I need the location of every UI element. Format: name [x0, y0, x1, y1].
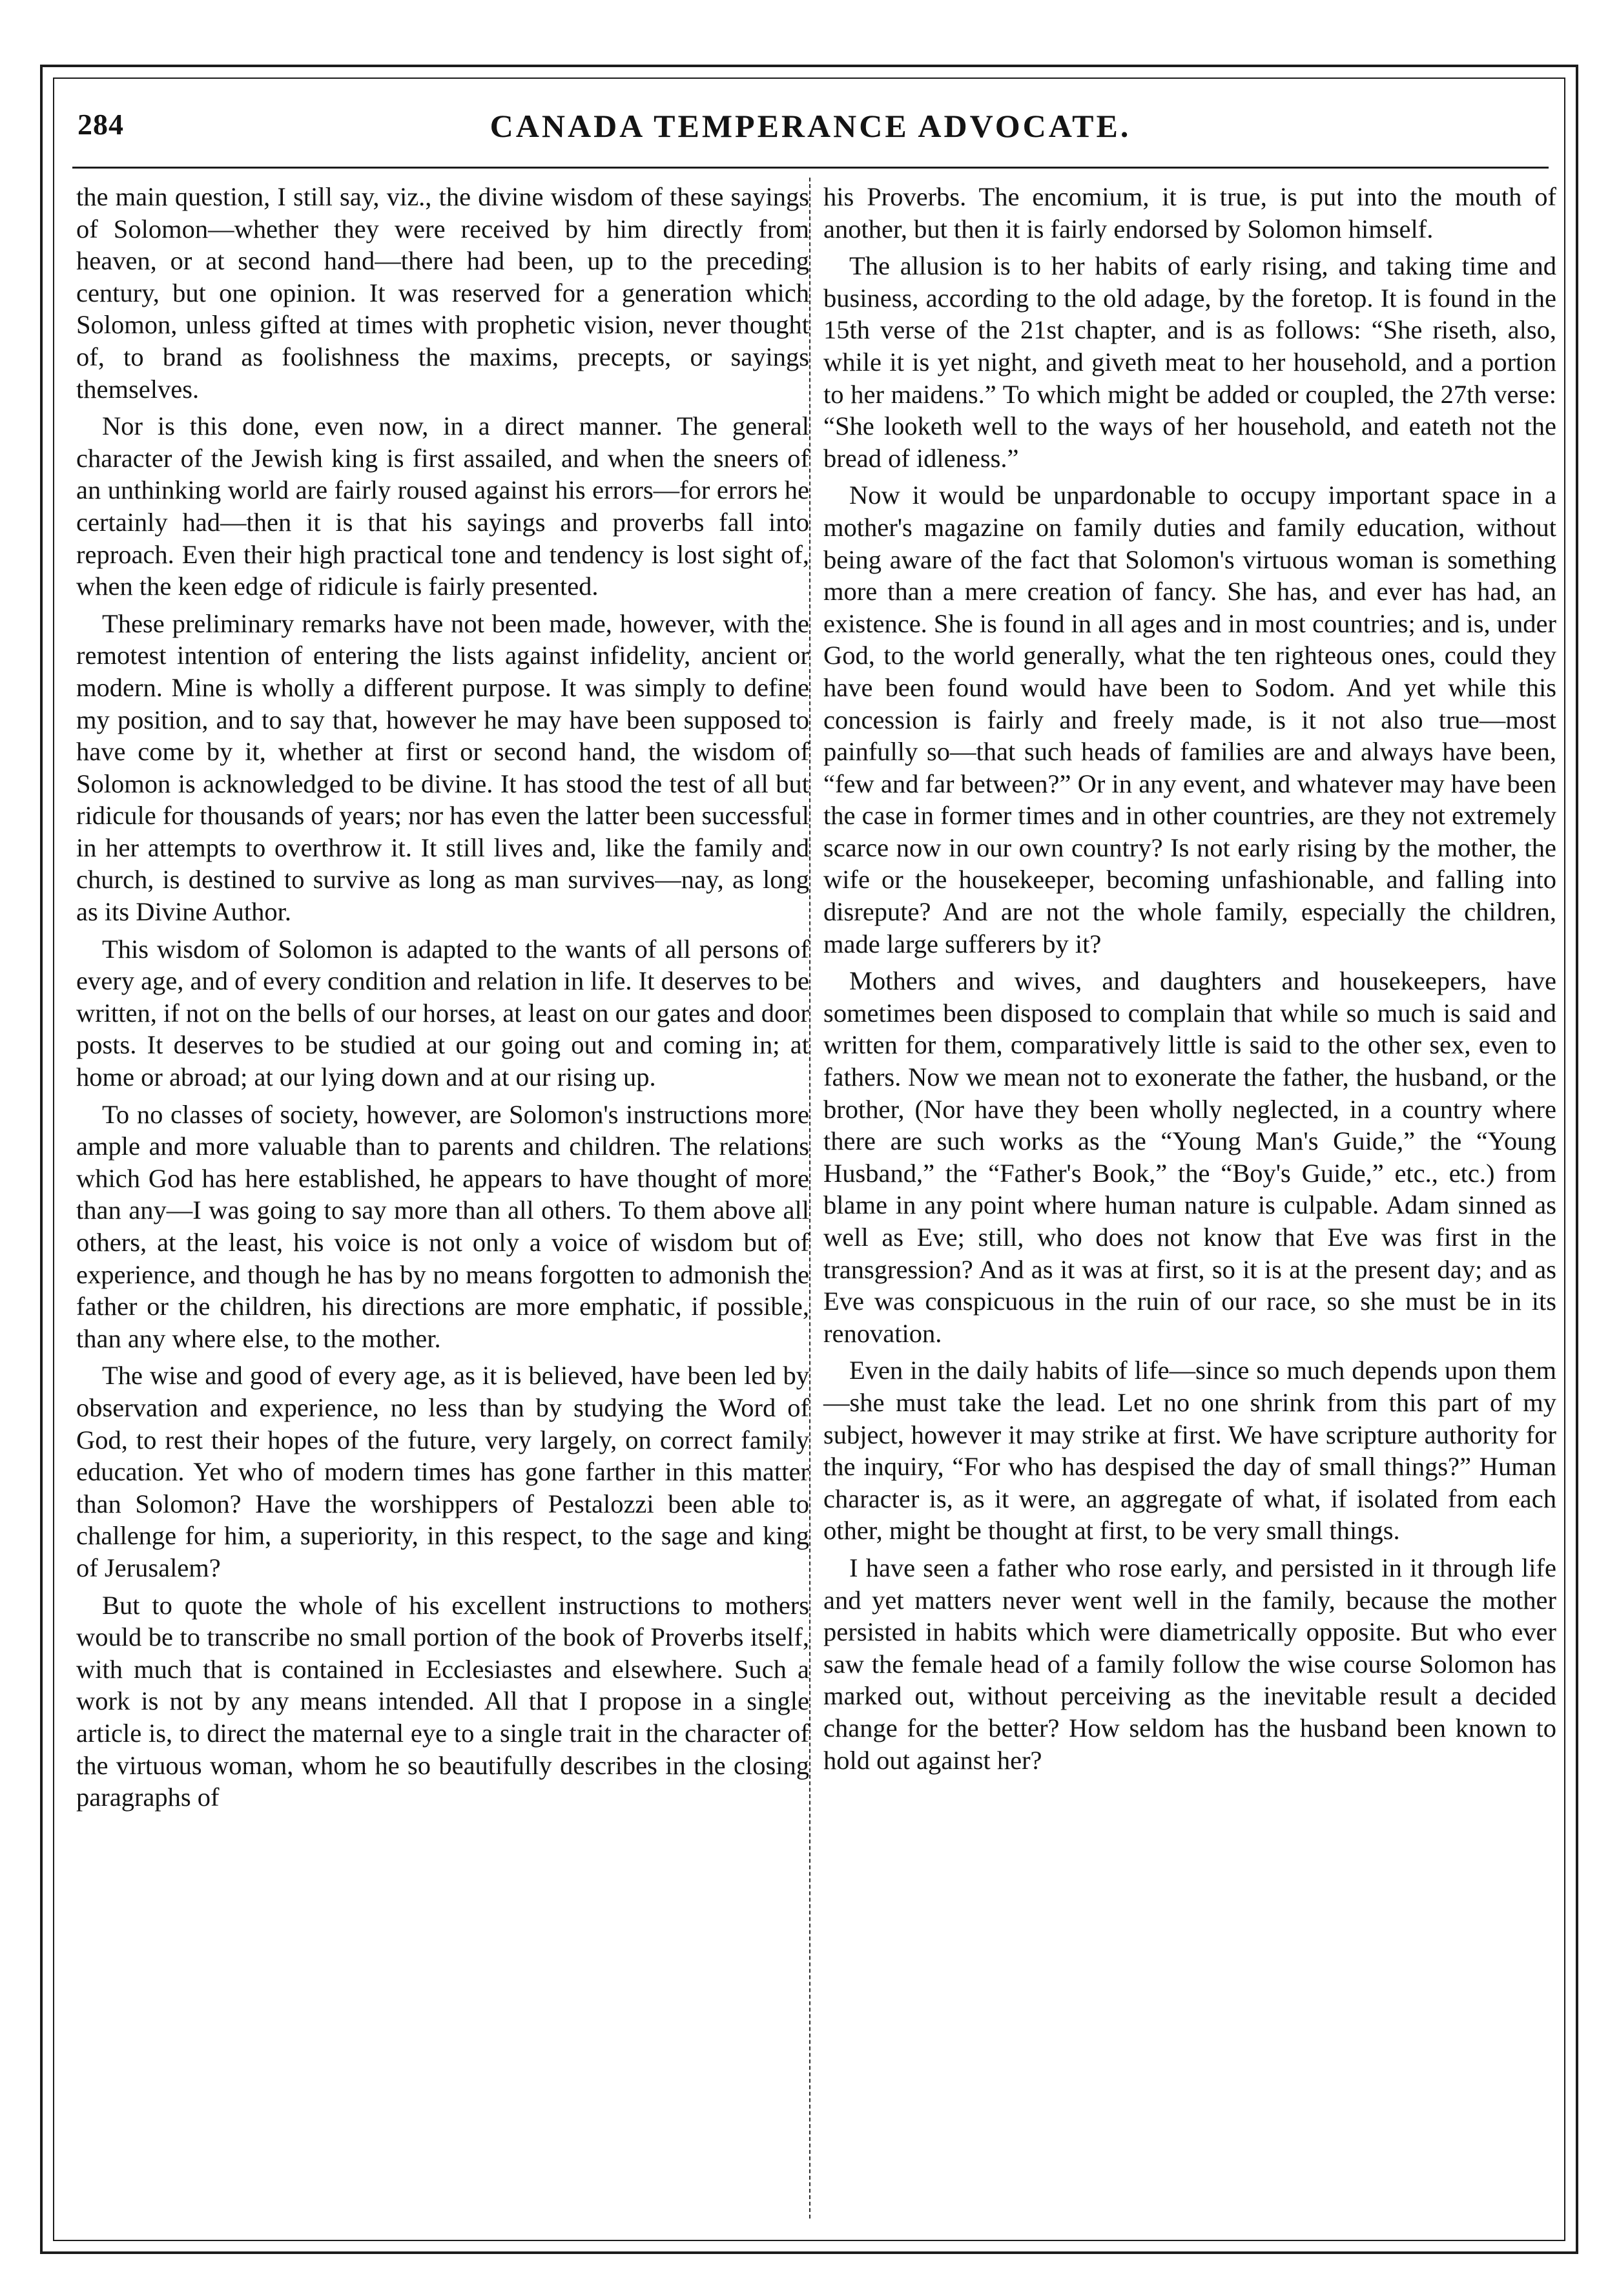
paragraph: Now it would be unpardonable to occupy important space in a mother's magazine on family duties and family education, without being aware of the fact that Solomon's virtuous woman is something more than a mere creation of fancy. She has, and ever has had, an existence. She is found in all ages and in most countries; and is, under God, to the world generally, what the ten righteous ones, could they have been found would have been to Sodom. And yet while this concession is fairly and freely made, is it not also true—most painfully so—that such heads of families are and always have been, “few and far between?” Or in any event, and whatever may have been the case in former times and in other countries, are they not extremely scarce now in our own country? Is not early rising by the mother, the wife or the housekeeper, becoming unfashionable, and falling into disrepute? And are not the whole family, especially the children, made large sufferers by it?: [823, 481, 1556, 958]
page-number: 284: [77, 108, 124, 141]
paragraph: The allusion is to her habits of early rising, and taking time and business, according to the old adage, by the foretop. It is found in the 15th verse of the 21st chapter, and is as follows: “She riseth, also, while it is yet night, and giveth meat to her household, and a portion to her maidens.” To which might be added or coupled, the 27th verse: “She looketh well to the ways of her household, and eateth not the bread of idleness.”: [823, 251, 1556, 473]
paragraph: Mothers and wives, and daughters and housekeepers, have sometimes been disposed to complain that while so much is said and written for them, comparatively little is said to the other sex, even to fathers. Now we mean not to exonerate the father, the husband, or the brother, (Nor have they been wholly neglected, in a country where there are such works as the “Young Man's Guide,” the “Young Husband,” the “Father's Book,” the “Boy's Guide,” etc., etc.) from blame in any point where human nature is culpable. Adam sinned as well as Eve; still, who does not know that Eve was first in the transgression? And as it was at first, so it is at the present day; and as Eve was conspicuous in the ruin of our race, so she must be in its renovation.: [823, 966, 1556, 1348]
column-divider: [809, 178, 810, 2218]
journal-title: CANADA TEMPERANCE ADVOCATE.: [490, 108, 1131, 144]
paragraph: The wise and good of every age, as it is believed, have been led by observation and experience, no less than by studying the Word of God, to rest their hopes of the future, very largely, on correct family education. Yet who of modern times has gone farther in this matter than Solomon? Have the worshippers of Pestalozzi been able to challenge for him, a superiority, in this respect, to the sage and king of Jerusalem?: [76, 1361, 809, 1582]
paragraph: his Proverbs. The encomium, it is true, is put into the mouth of another, but then it is fairly endorsed by Solomon himself.: [823, 182, 1556, 243]
paragraph: To no classes of society, however, are Solomon's instructions more ample and more valuable than to parents and children. The relations which God has here established, he appears to have thought of more than any—I was going to say more than all others. To them above all others, at the least, his voice is not only a voice of wisdom but of experience, and though he has by no means forgotten to admonish the father or the children, his directions are more emphatic, if possible, than any where else, to the mother.: [76, 1099, 809, 1353]
header-rule: [72, 167, 1549, 169]
page-header: [77, 103, 1543, 149]
right-column: [823, 181, 1556, 1781]
paragraph: Nor is this done, even now, in a direct manner. The general character of the Jewish king is first assailed, and when the sneers of an unthinking world are fairly roused against his errors—for errors he certainly had—then it is that his sayings and proverbs fall into reproach. Even their high practical tone and tendency is lost sight of, when the keen edge of ridicule is fairly presented.: [76, 411, 809, 601]
paragraph: These preliminary remarks have not been made, however, with the remotest intention of entering the lists against infidelity, ancient or modern. Mine is wholly a different purpose. It was simply to define my position, and to say that, however he may have been supposed to have come by it, whether at first or second hand, the wisdom of Solomon is acknowledged to be divine. It has stood the test of all but ridicule for thousands of years; nor has even the latter been successful in her attempts to overthrow it. It still lives and, like the family and church, is destined to survive as long as man survives—nay, as long as its Divine Author.: [76, 608, 809, 927]
paragraph: Even in the daily habits of life—since so much depends upon them—she must take the lead. Let no one shrink from this part of my subject, however it may strike at first. We have scripture authority for the inquiry, “For who has despised the day of small things?” Human character is, as it were, an aggregate of what, if isolated from each other, might be thought at first, to be very small things.: [823, 1356, 1556, 1546]
paragraph: I have seen a father who rose early, and persisted in it through life and yet matters never went well in the family, because the mother persisted in habits which were diametrically opposite. But who ever saw the female head of a family follow the wise course Solomon has marked out, without perceiving as the inevitable result a decided change for the better? How seldom has the husband been known to hold out against her?: [823, 1553, 1556, 1775]
paragraph: the main question, I still say, viz., the divine wisdom of these sayings of Solomon—whether they were received by him directly from heaven, or at second hand—there had been, up to the preceding century, but one opinion. It was reserved for a generation which Solomon, unless gifted at times with prophetic vision, never thought of, to brand as foolishness the maxims, precepts, or sayings themselves.: [76, 182, 809, 404]
paragraph: This wisdom of Solomon is adapted to the wants of all persons of every age, and of every condition and relation in life. It deserves to be written, if not on the bells of our horses, at least on our gates and door posts. It deserves to be studied at our going out and coming in; at home or abroad; at our lying down and at our rising up.: [76, 934, 809, 1092]
left-column: [76, 181, 809, 1819]
paragraph: But to quote the whole of his excellent instructions to mothers would be to transcribe no small portion of the book of Proverbs itself, with much that is contained in Ecclesiastes and elsewhere. Such a work is not by any means intended. All that I propose in a single article is, to direct the maternal eye to a single trait in the character of the virtuous woman, whom he so beautifully describes in the closing paragraphs of: [76, 1590, 809, 1812]
